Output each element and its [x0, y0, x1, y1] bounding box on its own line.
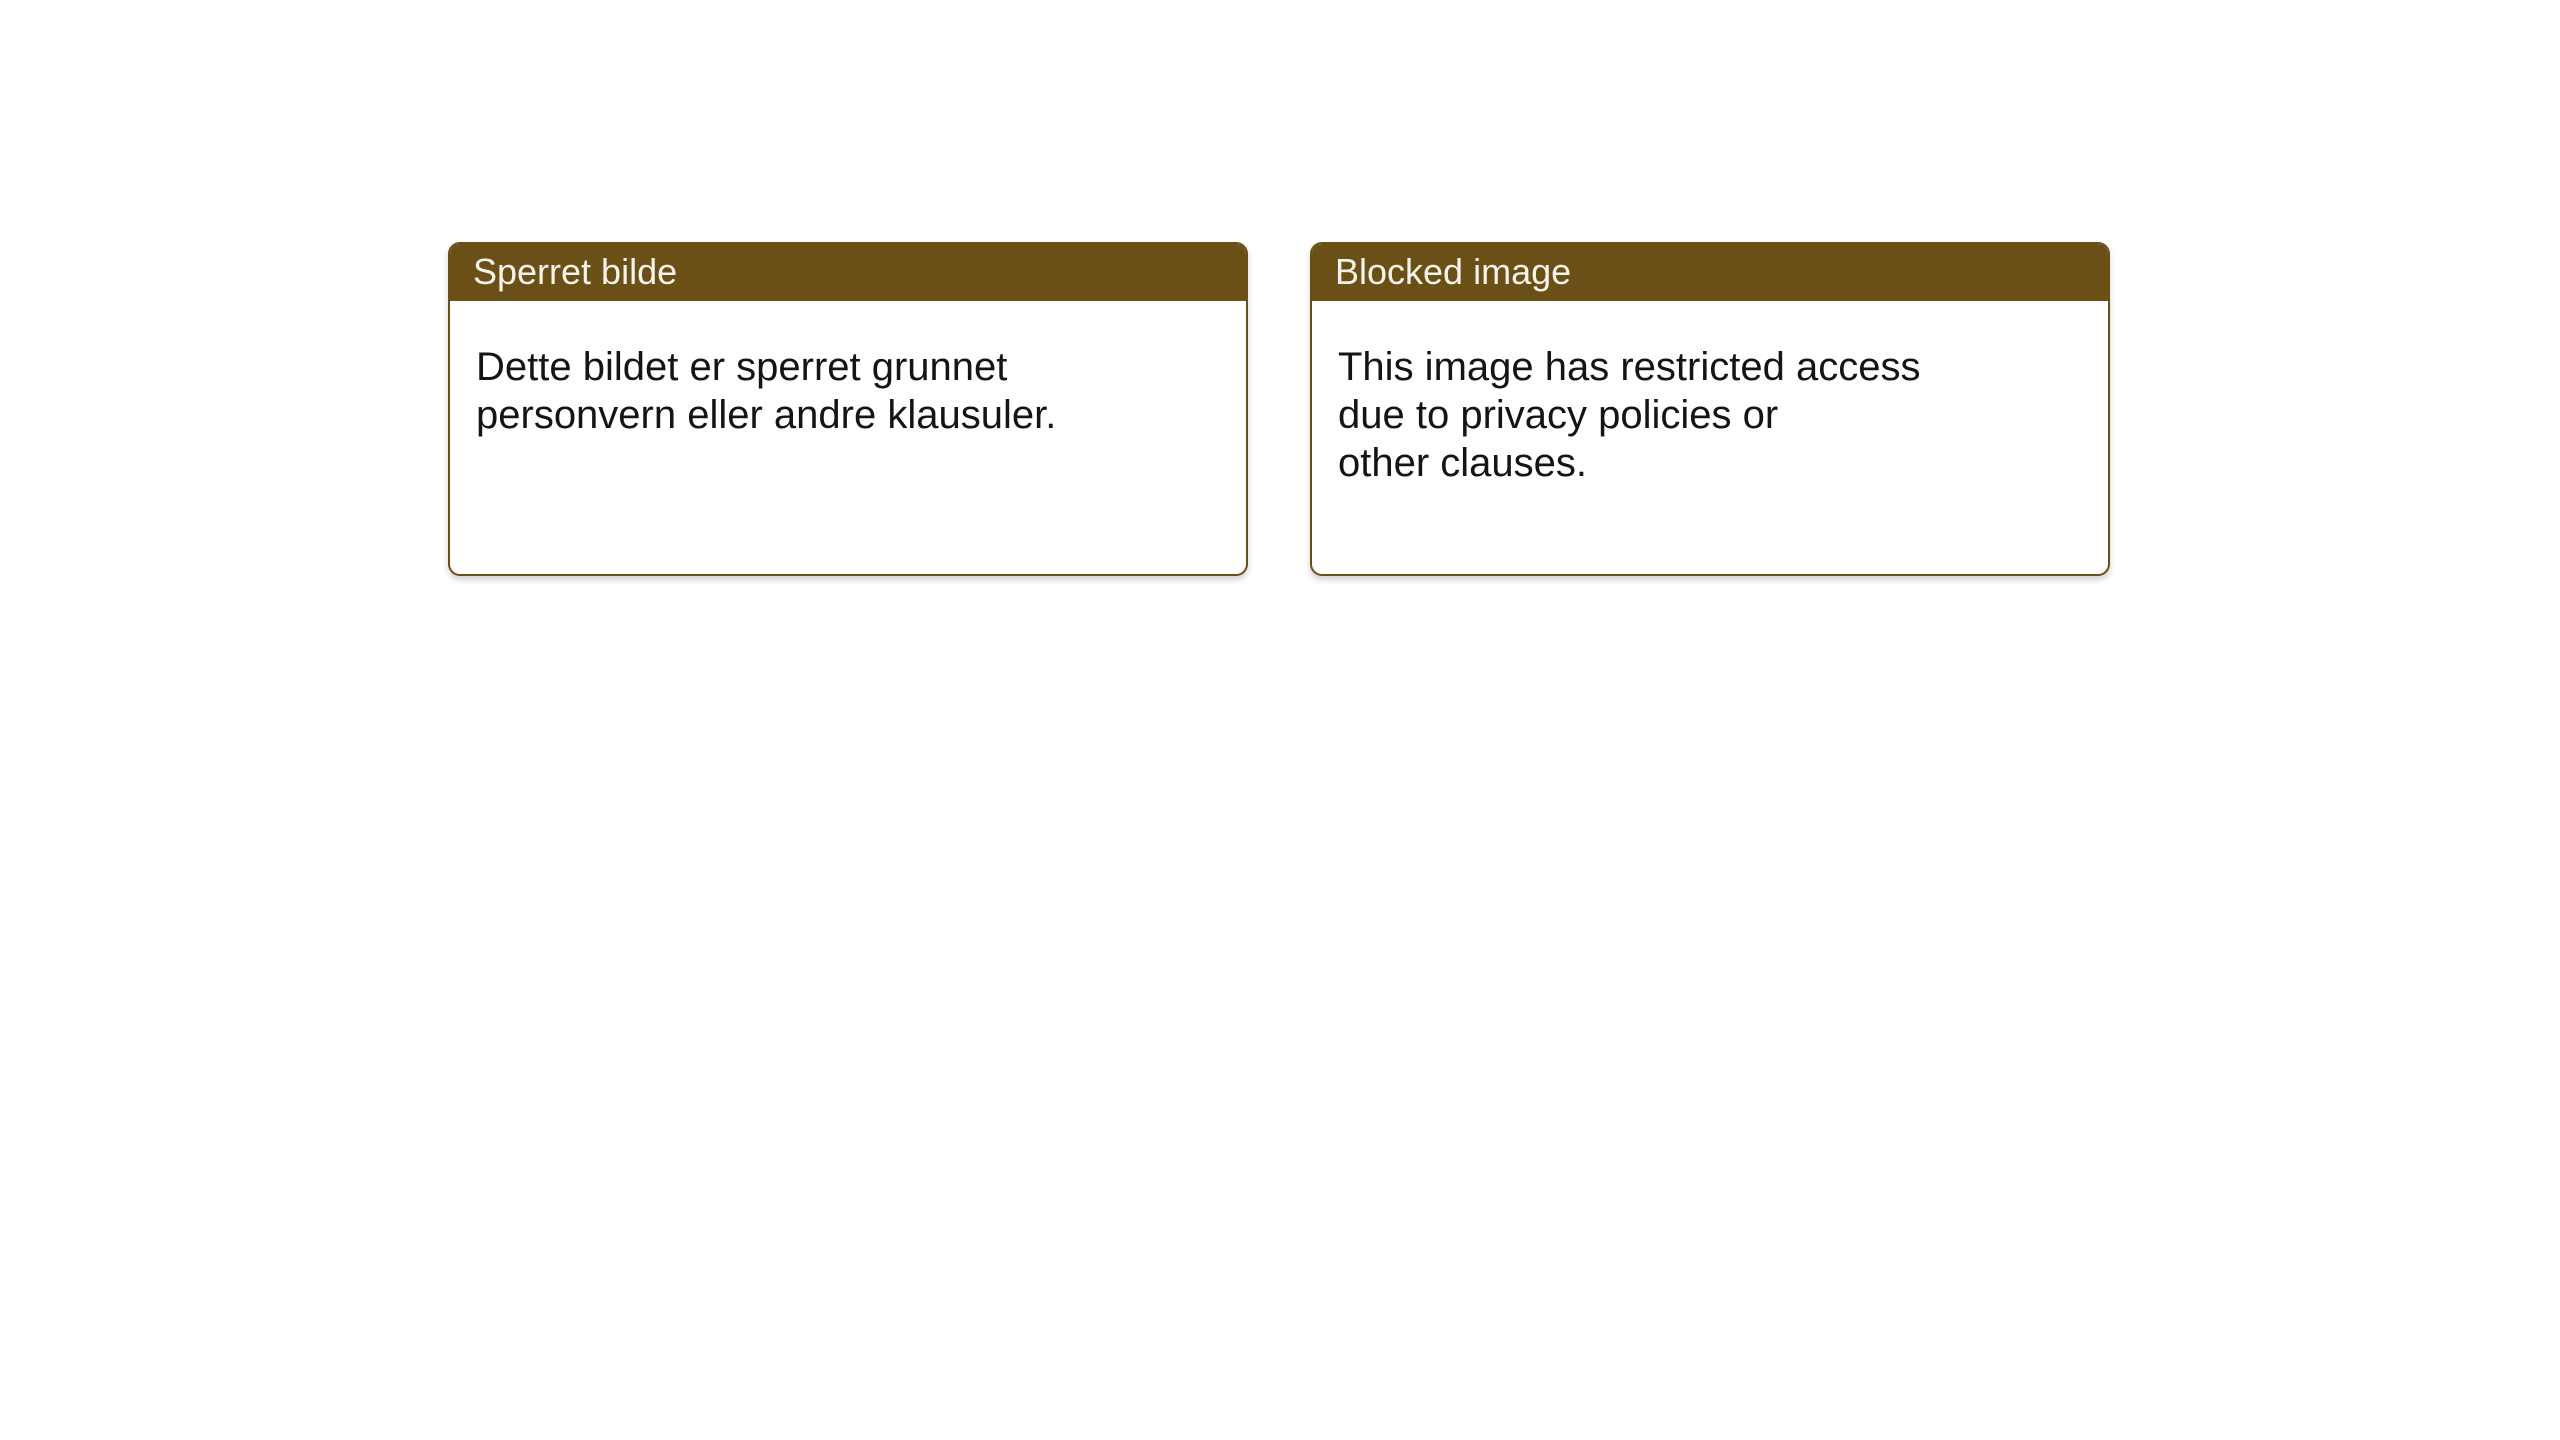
- body-text-line: Dette bildet er sperret grunnet: [476, 345, 1008, 389]
- card-header: [1311, 243, 2109, 301]
- body-text-line: other clauses.: [1338, 441, 1588, 485]
- blocked-image-card-english: [1310, 242, 2110, 576]
- card-header: [449, 243, 1247, 301]
- body-text-line: personvern eller andre klausuler.: [476, 393, 1057, 437]
- body-text-line: This image has restricted access: [1338, 345, 1921, 389]
- blocked-image-card-norwegian: [448, 242, 1248, 576]
- card-body: [450, 301, 1246, 439]
- card-title: Blocked image: [1335, 251, 1572, 292]
- card-title: Sperret bilde: [473, 251, 678, 292]
- body-text-line: due to privacy policies or: [1338, 393, 1779, 437]
- card-body: [1312, 301, 2108, 487]
